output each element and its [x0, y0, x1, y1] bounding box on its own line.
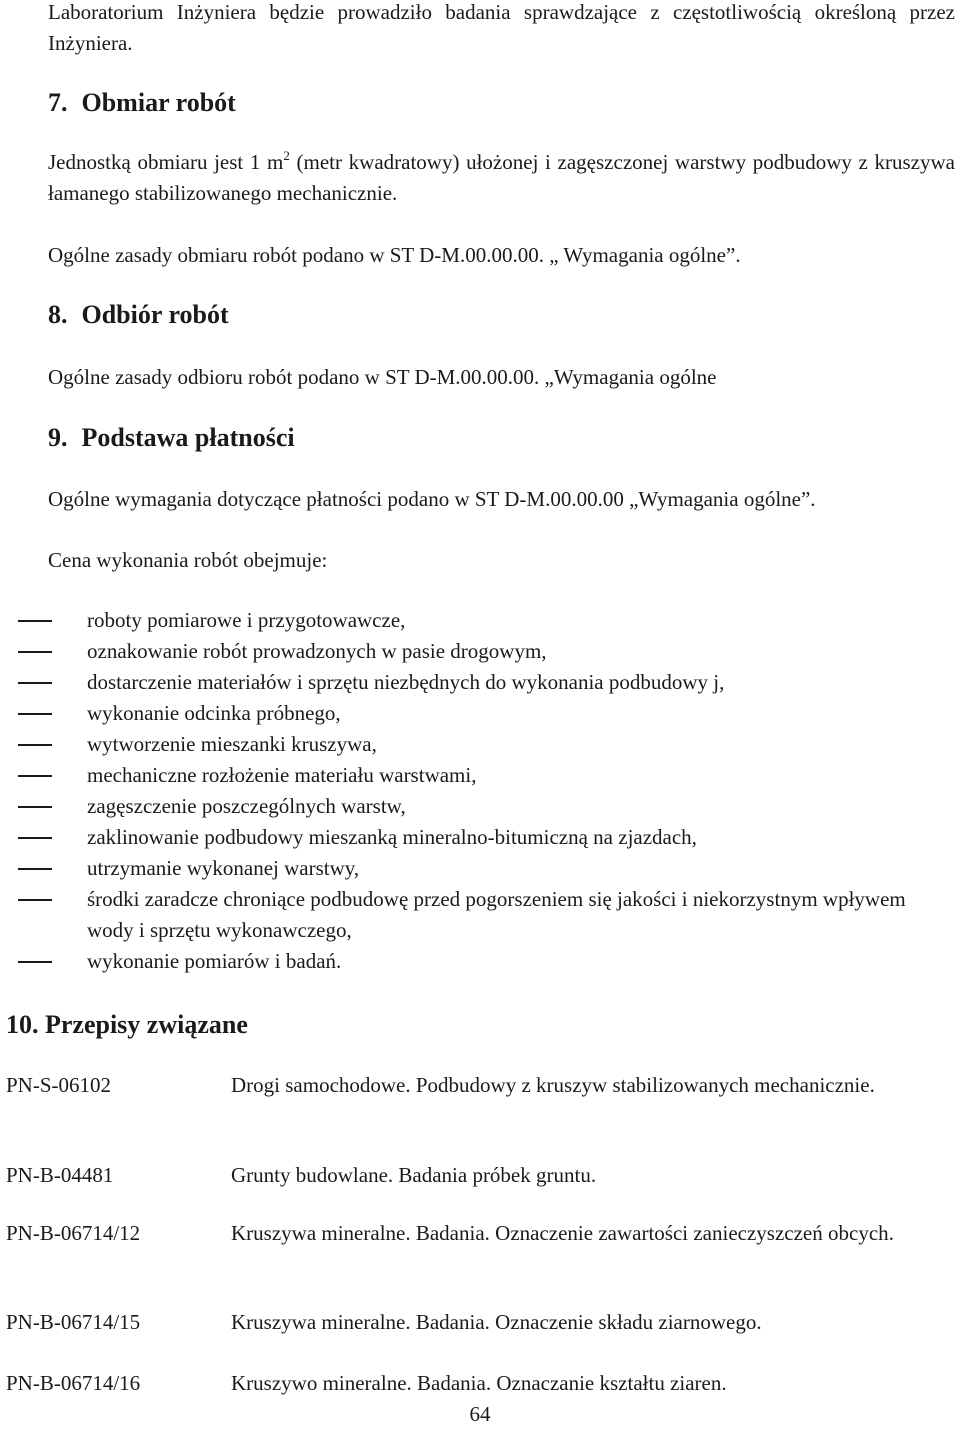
- list-item: utrzymanie wykonanej warstwy,: [0, 853, 955, 884]
- reference-description: Kruszywa mineralne. Badania. Oznaczenie zawartości zanieczyszczeń obcych.: [231, 1221, 894, 1245]
- list-item: dostarczenie materiałów i sprzętu niezbędnych do wykonania podbudowy j,: [0, 667, 955, 698]
- section-7-heading: [48, 88, 236, 118]
- section-9-heading: [48, 423, 295, 453]
- list-item: wytworzenie mieszanki kruszywa,: [0, 729, 955, 760]
- list-item: środki zaradcze chroniące podbudowę przed pogorszeniem się jakości i niekorzystnym wpływem wody i sprzętu wykonawczego,: [0, 884, 955, 946]
- dash-bullet: [18, 713, 52, 715]
- reference-description: Kruszywa mineralne. Badania. Oznaczenie składu ziarnowego.: [231, 1310, 762, 1334]
- reference-code: PN-B-06714/16: [6, 1371, 141, 1395]
- list-item: mechaniczne rozłożenie materiału warstwami,: [0, 760, 955, 791]
- reference-code: PN-S-06102: [6, 1073, 112, 1097]
- dash-bullet: [18, 744, 52, 746]
- section-7-title: Obmiar robót: [81, 88, 236, 117]
- section-7-paragraph-2: Ogólne zasady obmiaru robót podano w ST D-M.00.00.00. „ Wymagania ogólne”.: [48, 243, 741, 267]
- unit-text-rest: (metr kwadratowy) ułożonej i zagęszczonej warstwy podbudowy z kruszywa łamanego stabilizowanego mechanicznie.: [48, 150, 955, 205]
- list-item: oznakowanie robót prowadzonych w pasie drogowym,: [0, 636, 955, 667]
- list-item: wykonanie pomiarów i badań.: [0, 946, 955, 977]
- dash-bullet: [18, 682, 52, 684]
- reference-description: Drogi samochodowe. Podbudowy z kruszyw stabilizowanych mechanicznie.: [231, 1073, 875, 1097]
- dash-bullet: [18, 837, 52, 839]
- dash-bullet: [18, 899, 52, 901]
- unit-text: Jednostką obmiaru jest 1 m: [48, 150, 284, 174]
- section-8-number: 8.: [48, 300, 68, 329]
- reference-description: Grunty budowlane. Badania próbek gruntu.: [231, 1163, 597, 1187]
- section-7-paragraph-1: [48, 147, 955, 209]
- reference-code: PN-B-04481: [6, 1163, 114, 1187]
- section-7-number: 7.: [48, 88, 68, 117]
- list-item: roboty pomiarowe i przygotowawcze,: [0, 605, 955, 636]
- dash-bullet: [18, 806, 52, 808]
- reference-description: Kruszywo mineralne. Badania. Oznaczanie kształtu ziaren.: [231, 1371, 727, 1395]
- section-9-paragraph-1: Ogólne wymagania dotyczące płatności podano w ST D-M.00.00.00 „Wymagania ogólne”.: [48, 487, 816, 511]
- reference-code: PN-B-06714/12: [6, 1221, 141, 1245]
- section-9-title: Podstawa płatności: [81, 423, 295, 452]
- dash-bullet: [18, 961, 52, 963]
- cost-items-list: [0, 605, 955, 977]
- dash-bullet: [18, 651, 52, 653]
- unit-superscript: 2: [283, 148, 290, 163]
- list-item: wykonanie odcinka próbnego,: [0, 698, 955, 729]
- dash-bullet: [18, 775, 52, 777]
- section-8-heading: [48, 300, 229, 330]
- section-9-paragraph-2: Cena wykonania robót obejmuje:: [48, 548, 328, 572]
- reference-code: PN-B-06714/15: [6, 1310, 141, 1334]
- intro-paragraph: Laboratorium Inżyniera będzie prowadziło badania sprawdzające z częstotliwością określoną przez Inżyniera.: [48, 0, 955, 55]
- section-8-title: Odbiór robót: [81, 300, 229, 329]
- section-10-heading: 10. Przepisy związane: [6, 1010, 248, 1039]
- list-item: zaklinowanie podbudowy mieszanką mineralno-bitumiczną na zjazdach,: [0, 822, 955, 853]
- page-number: 64: [469, 1402, 491, 1426]
- dash-bullet: [18, 868, 52, 870]
- section-9-number: 9.: [48, 423, 68, 452]
- list-item: zagęszczenie poszczególnych warstw,: [0, 791, 955, 822]
- dash-bullet: [18, 620, 52, 622]
- section-8-paragraph: Ogólne zasady odbioru robót podano w ST D-M.00.00.00. „Wymagania ogólne: [48, 365, 717, 389]
